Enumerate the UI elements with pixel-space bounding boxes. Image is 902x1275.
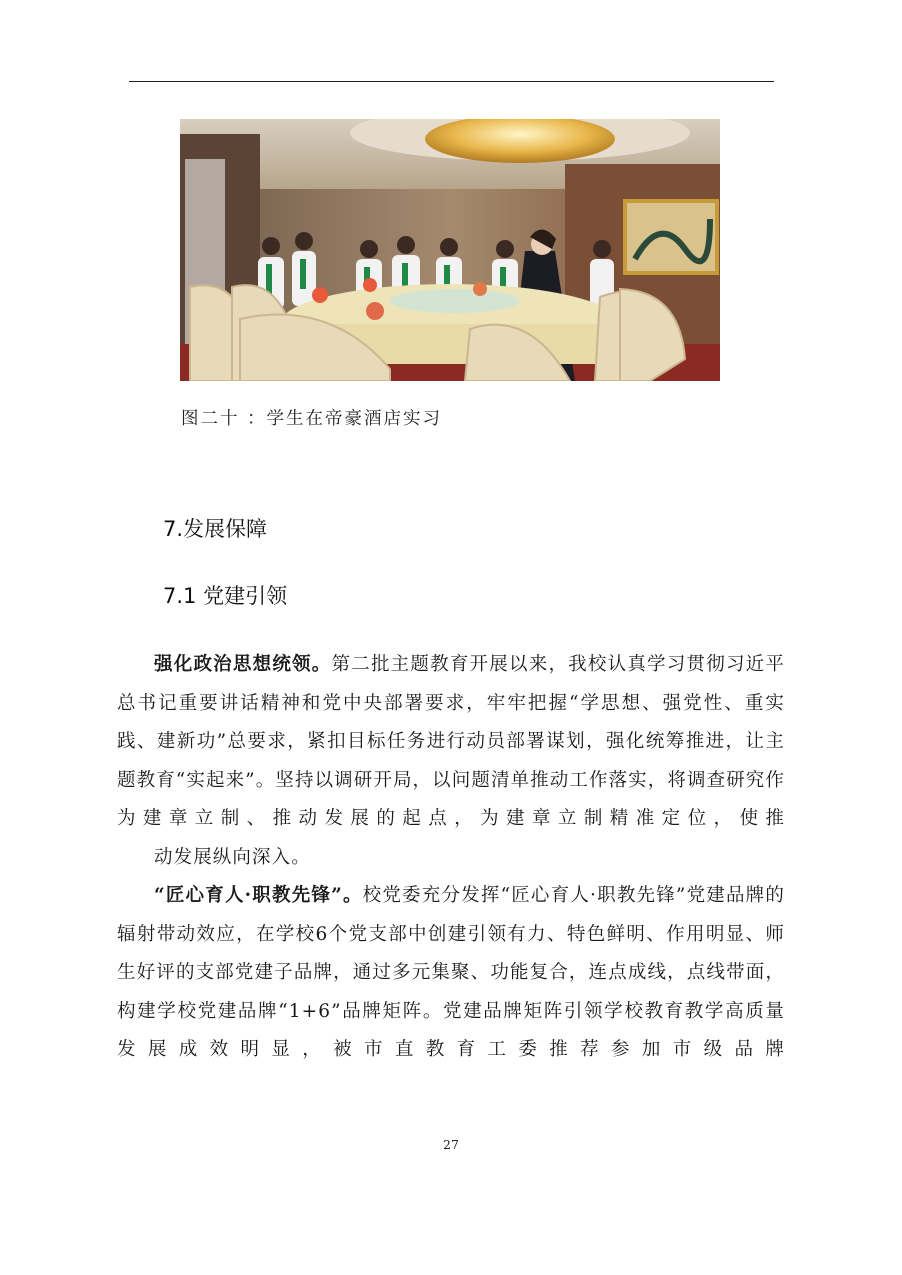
paragraph-text: 校党委充分发挥“匠心育人·职教先锋”党建品牌的辐射带动效应，在学校6个党支部中创建引领有力、特色鲜明、作用明显、师生好评的支部党建子品牌，通过多元集聚、功能复合，连点成线，点线带面，构建学校党建品牌“1+6”品牌矩阵。党建品牌矩阵引领学校教育教学高质量发展成效明显，被市直教育工委推荐参加市级品牌 xyxy=(117,885,785,1060)
page-number: 27 xyxy=(443,1137,459,1152)
figure-caption: 图二十 ：学生在帝豪酒店实习 xyxy=(181,409,443,429)
paragraph-tail: 动发展纵向深入。 xyxy=(154,846,311,868)
paragraph-political xyxy=(117,646,785,877)
paragraph-brand xyxy=(117,877,785,1070)
figure-photo xyxy=(180,119,720,381)
section-heading: 7.发展保障 xyxy=(163,517,268,541)
paragraph-lead: 强化政治思想统领。 xyxy=(154,654,332,675)
body-text xyxy=(117,646,785,1070)
paragraph-lead: “匠心育人·职教先锋”。 xyxy=(154,885,363,906)
paragraph-text: 第二批主题教育开展以来，我校认真学习贯彻习近平总书记重要讲话精神和党中央部署要求，牢牢把握“学思想、强党性、重实践、建新功”总要求，紧扣目标任务进行动员部署谋划，强化统筹推进，让主题教育“实起来”。坚持以调研开局，以问题清单推动工作落实，将调查研究作为建章立制、推动发展的起点，为建章立制精准定位，使推 xyxy=(117,654,785,829)
subsection-heading: 7.1 党建引领 xyxy=(163,584,288,608)
header-rule xyxy=(129,81,774,82)
